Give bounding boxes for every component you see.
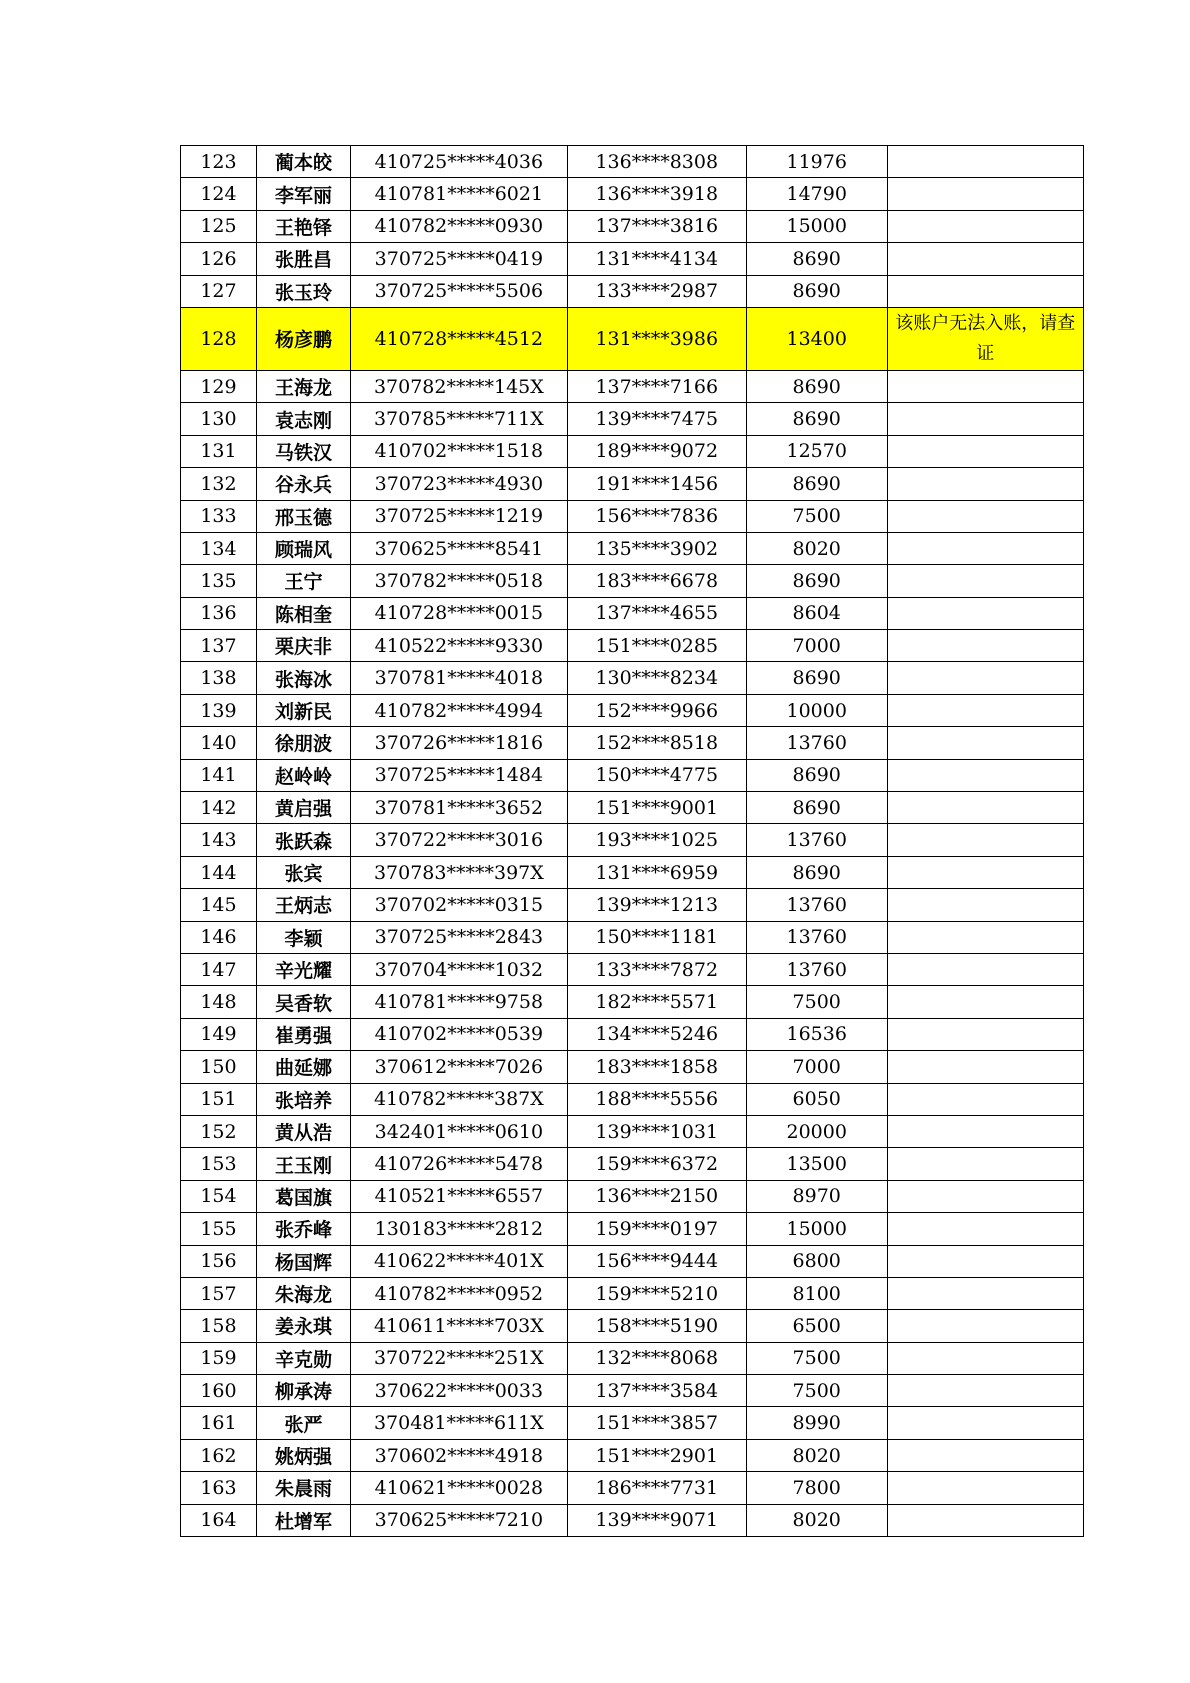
- phone-cell: 193****1025: [567, 824, 746, 856]
- row-number-cell: 134: [181, 532, 257, 564]
- table-row: [181, 727, 1084, 759]
- amount-cell: 8690: [746, 370, 887, 402]
- table-row: [181, 1504, 1084, 1536]
- id-number-cell: 410702*****0539: [351, 1018, 568, 1050]
- note-cell: [887, 1504, 1083, 1536]
- row-number-cell: 133: [181, 500, 257, 532]
- amount-cell: 13400: [746, 307, 887, 370]
- table-row: [181, 275, 1084, 307]
- table-row: [181, 662, 1084, 694]
- table-row: [181, 178, 1084, 210]
- row-number-cell: 160: [181, 1375, 257, 1407]
- name-cell: 朱海龙: [256, 1277, 350, 1309]
- table-row: [181, 1375, 1084, 1407]
- phone-cell: 139****1213: [567, 889, 746, 921]
- note-cell: [887, 370, 1083, 402]
- phone-cell: 134****5246: [567, 1018, 746, 1050]
- payment-table: [180, 145, 1084, 1537]
- note-cell: [887, 856, 1083, 888]
- note-cell: [887, 1407, 1083, 1439]
- id-number-cell: 370726*****1816: [351, 727, 568, 759]
- name-cell: 张宾: [256, 856, 350, 888]
- phone-cell: 135****3902: [567, 532, 746, 564]
- id-number-cell: 370782*****0518: [351, 565, 568, 597]
- row-number-cell: 145: [181, 889, 257, 921]
- id-number-cell: 410621*****0028: [351, 1472, 568, 1504]
- amount-cell: 11976: [746, 146, 887, 178]
- phone-cell: 136****8308: [567, 146, 746, 178]
- amount-cell: 8690: [746, 792, 887, 824]
- note-cell: [887, 921, 1083, 953]
- id-number-cell: 410521*****6557: [351, 1180, 568, 1212]
- table-row: [181, 630, 1084, 662]
- id-number-cell: 410728*****0015: [351, 597, 568, 629]
- amount-cell: 7500: [746, 500, 887, 532]
- amount-cell: 16536: [746, 1018, 887, 1050]
- id-number-cell: 410782*****4994: [351, 694, 568, 726]
- note-cell: [887, 178, 1083, 210]
- phone-cell: 159****5210: [567, 1277, 746, 1309]
- amount-cell: 13760: [746, 824, 887, 856]
- id-number-cell: 410728*****4512: [351, 307, 568, 370]
- name-cell: 王炳志: [256, 889, 350, 921]
- id-number-cell: 370725*****2843: [351, 921, 568, 953]
- phone-cell: 186****7731: [567, 1472, 746, 1504]
- table-row: [181, 1083, 1084, 1115]
- note-cell: [887, 824, 1083, 856]
- row-number-cell: 143: [181, 824, 257, 856]
- phone-cell: 150****4775: [567, 759, 746, 791]
- table-row: [181, 1180, 1084, 1212]
- name-cell: 李颖: [256, 921, 350, 953]
- table-row: [181, 1213, 1084, 1245]
- amount-cell: 8020: [746, 1439, 887, 1471]
- name-cell: 邢玉德: [256, 500, 350, 532]
- note-cell: [887, 662, 1083, 694]
- phone-cell: 156****9444: [567, 1245, 746, 1277]
- amount-cell: 8690: [746, 403, 887, 435]
- table-row: [181, 597, 1084, 629]
- name-cell: 姚炳强: [256, 1439, 350, 1471]
- row-number-cell: 156: [181, 1245, 257, 1277]
- name-cell: 陈相奎: [256, 597, 350, 629]
- phone-cell: 131****4134: [567, 243, 746, 275]
- row-number-cell: 149: [181, 1018, 257, 1050]
- note-cell: [887, 1051, 1083, 1083]
- row-number-cell: 161: [181, 1407, 257, 1439]
- table-row: [181, 1407, 1084, 1439]
- id-number-cell: 370785*****711X: [351, 403, 568, 435]
- phone-cell: 182****5571: [567, 986, 746, 1018]
- row-number-cell: 147: [181, 953, 257, 985]
- name-cell: 朱晨雨: [256, 1472, 350, 1504]
- name-cell: 辛光耀: [256, 953, 350, 985]
- amount-cell: 7000: [746, 1051, 887, 1083]
- amount-cell: 8690: [746, 243, 887, 275]
- name-cell: 王海龙: [256, 370, 350, 402]
- amount-cell: 7500: [746, 1375, 887, 1407]
- phone-cell: 137****4655: [567, 597, 746, 629]
- id-number-cell: 410781*****6021: [351, 178, 568, 210]
- name-cell: 谷永兵: [256, 468, 350, 500]
- phone-cell: 158****5190: [567, 1310, 746, 1342]
- table-row-highlighted: [181, 307, 1084, 370]
- table-row: [181, 1245, 1084, 1277]
- amount-cell: 8604: [746, 597, 887, 629]
- table-row: [181, 1342, 1084, 1374]
- name-cell: 王宁: [256, 565, 350, 597]
- table-row: [181, 1472, 1084, 1504]
- table-row: [181, 1148, 1084, 1180]
- table-row: [181, 792, 1084, 824]
- row-number-cell: 148: [181, 986, 257, 1018]
- amount-cell: 8970: [746, 1180, 887, 1212]
- row-number-cell: 158: [181, 1310, 257, 1342]
- id-number-cell: 410782*****0930: [351, 210, 568, 242]
- row-number-cell: 124: [181, 178, 257, 210]
- note-cell: [887, 953, 1083, 985]
- id-number-cell: 370704*****1032: [351, 953, 568, 985]
- row-number-cell: 155: [181, 1213, 257, 1245]
- row-number-cell: 142: [181, 792, 257, 824]
- row-number-cell: 135: [181, 565, 257, 597]
- row-number-cell: 126: [181, 243, 257, 275]
- note-cell: [887, 500, 1083, 532]
- amount-cell: 8690: [746, 565, 887, 597]
- note-cell: [887, 403, 1083, 435]
- row-number-cell: 151: [181, 1083, 257, 1115]
- name-cell: 杨国辉: [256, 1245, 350, 1277]
- note-cell: 该账户无法入账，请查证: [887, 307, 1083, 370]
- phone-cell: 132****8068: [567, 1342, 746, 1374]
- table-row: [181, 500, 1084, 532]
- table-row: [181, 210, 1084, 242]
- id-number-cell: 410725*****4036: [351, 146, 568, 178]
- id-number-cell: 370625*****8541: [351, 532, 568, 564]
- note-cell: [887, 565, 1083, 597]
- id-number-cell: 410622*****401X: [351, 1245, 568, 1277]
- amount-cell: 20000: [746, 1115, 887, 1147]
- name-cell: 袁志刚: [256, 403, 350, 435]
- name-cell: 柳承涛: [256, 1375, 350, 1407]
- amount-cell: 6050: [746, 1083, 887, 1115]
- row-number-cell: 139: [181, 694, 257, 726]
- name-cell: 张乔峰: [256, 1213, 350, 1245]
- name-cell: 赵岭岭: [256, 759, 350, 791]
- note-cell: [887, 1439, 1083, 1471]
- row-number-cell: 144: [181, 856, 257, 888]
- phone-cell: 136****3918: [567, 178, 746, 210]
- note-cell: [887, 468, 1083, 500]
- row-number-cell: 140: [181, 727, 257, 759]
- id-number-cell: 130183*****2812: [351, 1213, 568, 1245]
- name-cell: 曲延娜: [256, 1051, 350, 1083]
- phone-cell: 139****9071: [567, 1504, 746, 1536]
- table-row: [181, 1439, 1084, 1471]
- amount-cell: 13760: [746, 889, 887, 921]
- table-row: [181, 370, 1084, 402]
- row-number-cell: 136: [181, 597, 257, 629]
- name-cell: 李军丽: [256, 178, 350, 210]
- phone-cell: 151****0285: [567, 630, 746, 662]
- phone-cell: 131****3986: [567, 307, 746, 370]
- id-number-cell: 370725*****0419: [351, 243, 568, 275]
- row-number-cell: 123: [181, 146, 257, 178]
- amount-cell: 8100: [746, 1277, 887, 1309]
- note-cell: [887, 1180, 1083, 1212]
- table-row: [181, 1310, 1084, 1342]
- amount-cell: 6800: [746, 1245, 887, 1277]
- table-row: [181, 986, 1084, 1018]
- phone-cell: 139****7475: [567, 403, 746, 435]
- name-cell: 张培养: [256, 1083, 350, 1115]
- table-row: [181, 921, 1084, 953]
- name-cell: 王艳铎: [256, 210, 350, 242]
- amount-cell: 13760: [746, 921, 887, 953]
- name-cell: 姜永琪: [256, 1310, 350, 1342]
- note-cell: [887, 1213, 1083, 1245]
- row-number-cell: 138: [181, 662, 257, 694]
- amount-cell: 13500: [746, 1148, 887, 1180]
- row-number-cell: 164: [181, 1504, 257, 1536]
- note-cell: [887, 630, 1083, 662]
- amount-cell: 13760: [746, 727, 887, 759]
- note-cell: [887, 727, 1083, 759]
- row-number-cell: 128: [181, 307, 257, 370]
- amount-cell: 6500: [746, 1310, 887, 1342]
- id-number-cell: 410782*****387X: [351, 1083, 568, 1115]
- table-row: [181, 565, 1084, 597]
- id-number-cell: 370725*****1219: [351, 500, 568, 532]
- name-cell: 葛国旗: [256, 1180, 350, 1212]
- name-cell: 黄启强: [256, 792, 350, 824]
- row-number-cell: 146: [181, 921, 257, 953]
- phone-cell: 156****7836: [567, 500, 746, 532]
- amount-cell: 8690: [746, 275, 887, 307]
- id-number-cell: 370782*****145X: [351, 370, 568, 402]
- table-row: [181, 1018, 1084, 1050]
- id-number-cell: 370612*****7026: [351, 1051, 568, 1083]
- phone-cell: 159****0197: [567, 1213, 746, 1245]
- table-row: [181, 532, 1084, 564]
- amount-cell: 10000: [746, 694, 887, 726]
- id-number-cell: 370781*****3652: [351, 792, 568, 824]
- amount-cell: 8020: [746, 532, 887, 564]
- payment-list-sheet: [180, 145, 1084, 1537]
- note-cell: [887, 435, 1083, 467]
- note-cell: [887, 1472, 1083, 1504]
- id-number-cell: 410726*****5478: [351, 1148, 568, 1180]
- id-number-cell: 370625*****7210: [351, 1504, 568, 1536]
- phone-cell: 151****3857: [567, 1407, 746, 1439]
- note-cell: [887, 210, 1083, 242]
- phone-cell: 188****5556: [567, 1083, 746, 1115]
- note-cell: [887, 986, 1083, 1018]
- amount-cell: 15000: [746, 1213, 887, 1245]
- name-cell: 张海冰: [256, 662, 350, 694]
- name-cell: 杜增军: [256, 1504, 350, 1536]
- phone-cell: 152****8518: [567, 727, 746, 759]
- note-cell: [887, 759, 1083, 791]
- id-number-cell: 370481*****611X: [351, 1407, 568, 1439]
- id-number-cell: 342401*****0610: [351, 1115, 568, 1147]
- name-cell: 徐朋波: [256, 727, 350, 759]
- note-cell: [887, 1115, 1083, 1147]
- id-number-cell: 410782*****0952: [351, 1277, 568, 1309]
- phone-cell: 136****2150: [567, 1180, 746, 1212]
- id-number-cell: 370781*****4018: [351, 662, 568, 694]
- name-cell: 张胜昌: [256, 243, 350, 275]
- note-cell: [887, 1018, 1083, 1050]
- table-row: [181, 694, 1084, 726]
- row-number-cell: 125: [181, 210, 257, 242]
- row-number-cell: 137: [181, 630, 257, 662]
- name-cell: 黄从浩: [256, 1115, 350, 1147]
- table-row: [181, 1051, 1084, 1083]
- phone-cell: 150****1181: [567, 921, 746, 953]
- id-number-cell: 370783*****397X: [351, 856, 568, 888]
- row-number-cell: 130: [181, 403, 257, 435]
- amount-cell: 8690: [746, 759, 887, 791]
- name-cell: 刘新民: [256, 694, 350, 726]
- phone-cell: 191****1456: [567, 468, 746, 500]
- phone-cell: 139****1031: [567, 1115, 746, 1147]
- id-number-cell: 370725*****1484: [351, 759, 568, 791]
- phone-cell: 183****1858: [567, 1051, 746, 1083]
- table-row: [181, 953, 1084, 985]
- payment-table-body: [181, 146, 1084, 1537]
- amount-cell: 8690: [746, 468, 887, 500]
- phone-cell: 130****8234: [567, 662, 746, 694]
- id-number-cell: 370702*****0315: [351, 889, 568, 921]
- amount-cell: 7000: [746, 630, 887, 662]
- phone-cell: 159****6372: [567, 1148, 746, 1180]
- phone-cell: 133****2987: [567, 275, 746, 307]
- table-row: [181, 856, 1084, 888]
- phone-cell: 183****6678: [567, 565, 746, 597]
- phone-cell: 151****9001: [567, 792, 746, 824]
- amount-cell: 12570: [746, 435, 887, 467]
- name-cell: 王玉刚: [256, 1148, 350, 1180]
- row-number-cell: 132: [181, 468, 257, 500]
- id-number-cell: 370622*****0033: [351, 1375, 568, 1407]
- row-number-cell: 141: [181, 759, 257, 791]
- row-number-cell: 157: [181, 1277, 257, 1309]
- id-number-cell: 370723*****4930: [351, 468, 568, 500]
- amount-cell: 8990: [746, 1407, 887, 1439]
- row-number-cell: 154: [181, 1180, 257, 1212]
- amount-cell: 8690: [746, 662, 887, 694]
- table-row: [181, 403, 1084, 435]
- table-row: [181, 435, 1084, 467]
- id-number-cell: 370722*****251X: [351, 1342, 568, 1374]
- name-cell: 张跃森: [256, 824, 350, 856]
- phone-cell: 137****3816: [567, 210, 746, 242]
- phone-cell: 189****9072: [567, 435, 746, 467]
- row-number-cell: 163: [181, 1472, 257, 1504]
- note-cell: [887, 889, 1083, 921]
- amount-cell: 8020: [746, 1504, 887, 1536]
- name-cell: 栗庆非: [256, 630, 350, 662]
- phone-cell: 151****2901: [567, 1439, 746, 1471]
- name-cell: 张玉玲: [256, 275, 350, 307]
- name-cell: 崔勇强: [256, 1018, 350, 1050]
- note-cell: [887, 1342, 1083, 1374]
- id-number-cell: 410781*****9758: [351, 986, 568, 1018]
- phone-cell: 137****7166: [567, 370, 746, 402]
- id-number-cell: 370602*****4918: [351, 1439, 568, 1471]
- id-number-cell: 410522*****9330: [351, 630, 568, 662]
- table-row: [181, 1115, 1084, 1147]
- name-cell: 顾瑞风: [256, 532, 350, 564]
- name-cell: 吴香软: [256, 986, 350, 1018]
- table-row: [181, 243, 1084, 275]
- id-number-cell: 370722*****3016: [351, 824, 568, 856]
- note-cell: [887, 1083, 1083, 1115]
- id-number-cell: 410702*****1518: [351, 435, 568, 467]
- note-cell: [887, 146, 1083, 178]
- table-row: [181, 146, 1084, 178]
- note-cell: [887, 243, 1083, 275]
- name-cell: 蔺本皎: [256, 146, 350, 178]
- name-cell: 杨彦鹏: [256, 307, 350, 370]
- note-cell: [887, 792, 1083, 824]
- row-number-cell: 129: [181, 370, 257, 402]
- note-cell: [887, 597, 1083, 629]
- table-row: [181, 824, 1084, 856]
- row-number-cell: 152: [181, 1115, 257, 1147]
- note-cell: [887, 1245, 1083, 1277]
- note-cell: [887, 275, 1083, 307]
- row-number-cell: 153: [181, 1148, 257, 1180]
- table-row: [181, 468, 1084, 500]
- amount-cell: 8690: [746, 856, 887, 888]
- amount-cell: 14790: [746, 178, 887, 210]
- note-cell: [887, 1375, 1083, 1407]
- amount-cell: 13760: [746, 953, 887, 985]
- phone-cell: 152****9966: [567, 694, 746, 726]
- phone-cell: 131****6959: [567, 856, 746, 888]
- id-number-cell: 370725*****5506: [351, 275, 568, 307]
- note-cell: [887, 1310, 1083, 1342]
- name-cell: 辛克勋: [256, 1342, 350, 1374]
- note-cell: [887, 1277, 1083, 1309]
- note-cell: [887, 532, 1083, 564]
- note-cell: [887, 694, 1083, 726]
- row-number-cell: 127: [181, 275, 257, 307]
- name-cell: 马铁汉: [256, 435, 350, 467]
- amount-cell: 7800: [746, 1472, 887, 1504]
- row-number-cell: 159: [181, 1342, 257, 1374]
- table-row: [181, 1277, 1084, 1309]
- table-row: [181, 759, 1084, 791]
- amount-cell: 7500: [746, 986, 887, 1018]
- row-number-cell: 150: [181, 1051, 257, 1083]
- id-number-cell: 410611*****703X: [351, 1310, 568, 1342]
- name-cell: 张严: [256, 1407, 350, 1439]
- row-number-cell: 162: [181, 1439, 257, 1471]
- amount-cell: 7500: [746, 1342, 887, 1374]
- phone-cell: 137****3584: [567, 1375, 746, 1407]
- phone-cell: 133****7872: [567, 953, 746, 985]
- note-cell: [887, 1148, 1083, 1180]
- amount-cell: 15000: [746, 210, 887, 242]
- row-number-cell: 131: [181, 435, 257, 467]
- table-row: [181, 889, 1084, 921]
